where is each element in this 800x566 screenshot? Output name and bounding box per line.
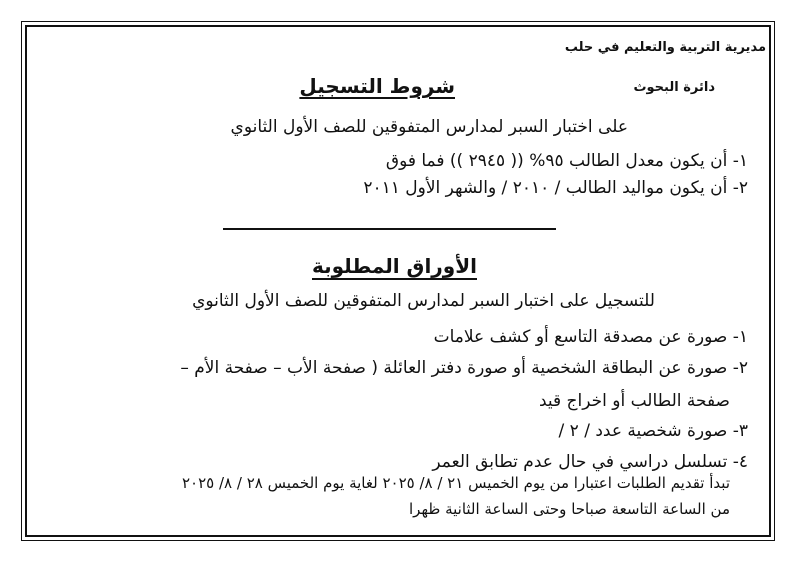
document-item-4: ٤- تسلسل دراسي في حال عدم تطابق العمر [432, 452, 748, 472]
registration-intro: على اختبار السبر لمدارس المتفوقين للصف الأول الثانوي [230, 117, 628, 137]
required-documents-title: الأوراق المطلوبة [312, 254, 477, 278]
document-item-2-continued: صفحة الطالب أو اخراج قيد [538, 391, 730, 411]
submission-dates-note: تبدأ تقديم الطلبات اعتبارا من يوم الخميس ٢١ / ٨/ ٢٠٢٥ لغاية يوم الخميس ٢٨ / ٨/ ٢٠٢٥ [181, 474, 730, 492]
document-item-2: ٢- صورة عن البطاقة الشخصية أو صورة دفتر العائلة ( صفحة الأب – صفحة الأم – [180, 358, 748, 378]
directorate-name: مديرية التربية والتعليم في حلب [564, 40, 766, 55]
documents-intro: للتسجيل على اختبار السبر لمدارس المتفوقين للصف الأول الثانوي [192, 291, 655, 311]
section-divider [223, 228, 556, 230]
condition-item-2: ٢- أن يكون مواليد الطالب / ٢٠١٠ / والشهر الأول ٢٠١١ [363, 178, 748, 198]
registration-conditions-title: شروط التسجيل [299, 74, 455, 98]
condition-item-1: ١- أن يكون معدل الطالب ٩٥% (( ٢٩٤٥ )) فما فوق [385, 151, 748, 171]
department-name: دائرة البحوث [633, 80, 715, 95]
submission-hours-note: من الساعة التاسعة صباحا وحتى الساعة الثانية ظهرا [409, 500, 730, 518]
document-item-3: ٣- صورة شخصية عدد / ٢ / [558, 421, 748, 441]
document-item-1: ١- صورة عن مصدقة التاسع أو كشف علامات [433, 327, 748, 347]
